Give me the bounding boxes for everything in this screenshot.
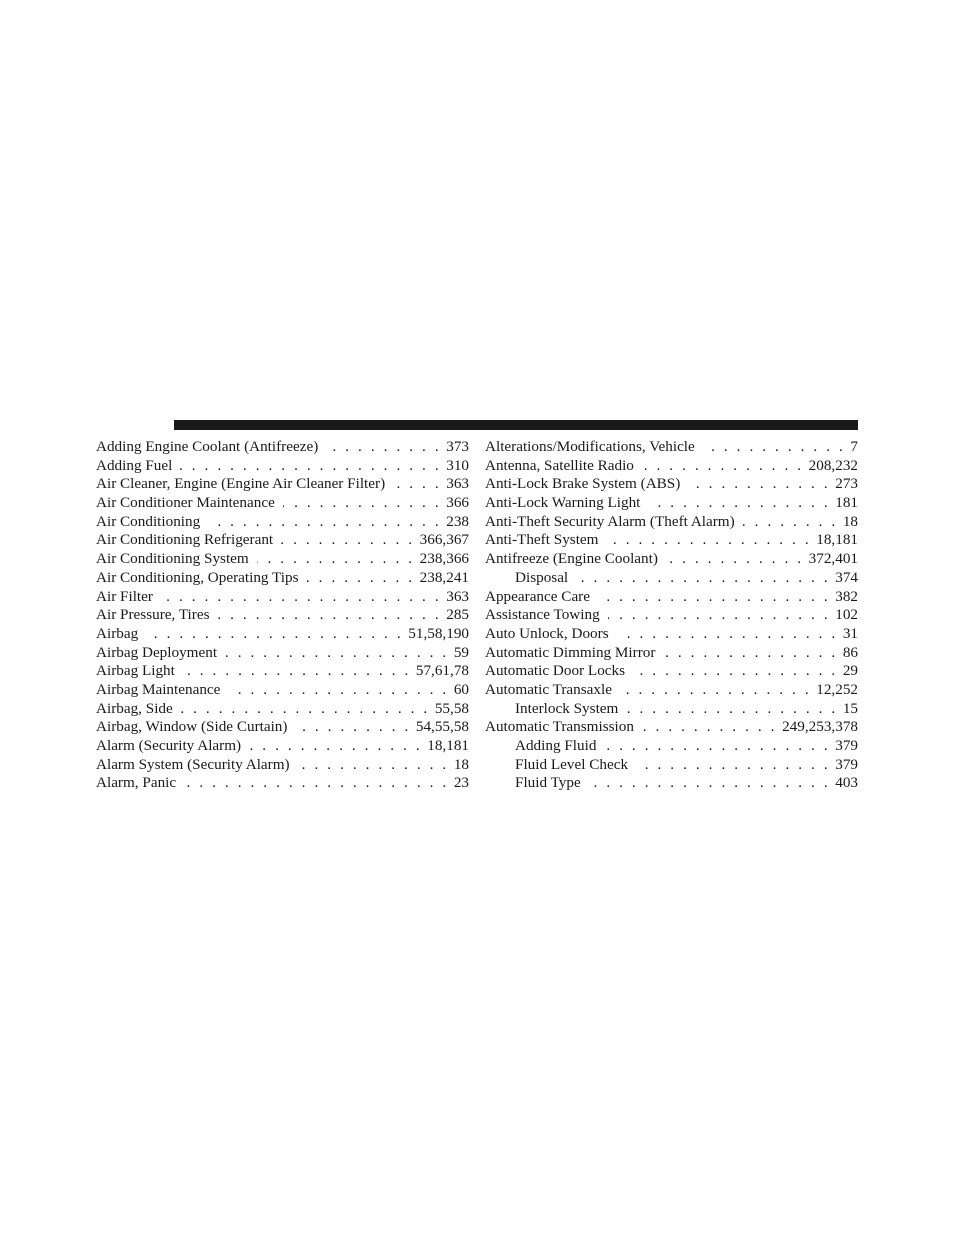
index-term: Alarm, Panic (96, 774, 177, 792)
dot-leader (589, 774, 830, 793)
index-entry (96, 588, 469, 607)
index-entry (485, 457, 858, 476)
index-page-ref: 363 (446, 475, 469, 493)
index-page-ref: 18 (453, 755, 469, 773)
index-term: Disposal (515, 568, 569, 586)
index-page-ref: 31 (842, 624, 858, 642)
dot-leader (281, 531, 414, 550)
index-entry (96, 718, 469, 737)
index-entry (96, 438, 469, 457)
dot-leader (307, 569, 415, 588)
index-entry (485, 513, 858, 532)
index-term: Automatic Door Locks (485, 662, 626, 680)
index-term: Alterations/Modifications, Vehicle (485, 438, 695, 455)
dot-leader (636, 756, 830, 775)
index-subentry (485, 756, 858, 775)
dot-leader (633, 662, 838, 681)
index-term: Anti-Lock Brake System (ABS) (485, 475, 681, 493)
dot-leader (688, 475, 830, 494)
index-entry (96, 475, 469, 494)
index-entry (485, 588, 858, 607)
dot-leader (180, 457, 441, 476)
index-column-right (485, 438, 858, 793)
index-page-ref: 238 (446, 512, 469, 530)
index-page-ref: 363 (446, 587, 469, 605)
index-page-ref: 366,367 (419, 531, 469, 549)
dot-leader (161, 588, 441, 607)
index-page-ref: 273 (835, 475, 858, 493)
dot-leader (218, 606, 442, 625)
index-entry (485, 718, 858, 737)
dot-leader (703, 438, 846, 457)
index-page-ref: 55,58 (434, 699, 469, 717)
index-term: Interlock System (515, 699, 619, 717)
index-term: Adding Fluid (515, 737, 597, 754)
dot-leader (642, 718, 777, 737)
index-page-ref: 310 (446, 456, 469, 474)
index-page-ref: 403 (835, 774, 858, 792)
index-entry (96, 494, 469, 513)
dot-leader (626, 700, 837, 719)
dot-leader (257, 550, 415, 569)
index-term: Assistance Towing (485, 606, 600, 624)
dot-leader (183, 662, 411, 681)
index-page-ref: 86 (842, 643, 858, 661)
index-page-ref: 15 (842, 699, 858, 717)
dot-leader (298, 756, 449, 775)
index-term: Fluid Type (515, 774, 581, 792)
index-term: Automatic Transmission (485, 718, 634, 736)
index-entry (96, 606, 469, 625)
dot-leader (663, 644, 837, 663)
dot-leader (181, 700, 430, 719)
dot-leader (598, 588, 830, 607)
index-page-ref: 18,181 (816, 531, 858, 549)
dot-leader (666, 550, 804, 569)
index-column-left (96, 438, 469, 793)
index-term: Air Conditioning, Operating Tips (96, 568, 299, 586)
index-page-ref: 238,366 (419, 550, 469, 568)
index-entry (485, 494, 858, 513)
index-page-ref: 238,241 (419, 568, 469, 586)
index-entry (96, 457, 469, 476)
dot-leader (617, 625, 838, 644)
index-page-ref: 18,181 (427, 737, 469, 754)
index-term: Antifreeze (Engine Coolant) (485, 550, 658, 568)
index-page-ref: 23 (453, 774, 469, 792)
index-page-ref: 372,401 (808, 550, 858, 568)
dot-leader (606, 531, 811, 550)
dot-leader (184, 774, 449, 793)
index-term: Anti-Theft System (485, 531, 599, 549)
dot-leader (743, 513, 838, 532)
index-entry (96, 737, 469, 756)
index-entry (96, 700, 469, 719)
index-term: Air Conditioner Maintenance (96, 494, 275, 512)
index-term: Air Conditioning Refrigerant (96, 531, 274, 549)
index-term: Airbag, Side (96, 699, 173, 717)
index-entry (485, 681, 858, 700)
dot-leader (249, 737, 422, 756)
index-page-ref: 374 (835, 568, 858, 586)
index-term: Airbag Maintenance (96, 680, 221, 698)
index-term: Adding Engine Coolant (Antifreeze) (96, 438, 319, 455)
dot-leader (393, 475, 441, 494)
index-term: Automatic Dimming Mirror (485, 643, 656, 661)
dot-leader (295, 718, 410, 737)
index-entry (96, 662, 469, 681)
index-entry (96, 774, 469, 793)
index-page-ref: 382 (835, 587, 858, 605)
dot-leader (283, 494, 441, 513)
dot-leader (604, 737, 830, 756)
index-term: Appearance Care (485, 587, 590, 605)
dot-leader (608, 606, 831, 625)
index-entry (96, 681, 469, 700)
index-term: Fluid Level Check (515, 755, 629, 773)
index-term: Airbag Light (96, 662, 175, 680)
index-term: Antenna, Satellite Radio (485, 456, 634, 474)
index-term: Alarm System (Security Alarm) (96, 755, 290, 773)
dot-leader (576, 569, 830, 588)
index-entry (485, 531, 858, 550)
index-page-ref: 29 (842, 662, 858, 680)
index-entry (485, 550, 858, 569)
index-entry (96, 625, 469, 644)
index-page-ref: 54,55,58 (415, 718, 469, 736)
index-page-ref: 7 (850, 438, 858, 455)
index-entry (96, 644, 469, 663)
index-term: Adding Fuel (96, 456, 173, 474)
index-term: Auto Unlock, Doors (485, 624, 609, 642)
dot-leader (648, 494, 830, 513)
index-term: Anti-Lock Warning Light (485, 494, 641, 512)
index-term: Airbag, Window (Side Curtain) (96, 718, 288, 736)
index-entry (485, 662, 858, 681)
index-term: Airbag Deployment (96, 643, 218, 661)
index-page-ref: 51,58,190 (408, 624, 469, 642)
index-entry (485, 606, 858, 625)
index-page-ref: 208,232 (808, 456, 858, 474)
index-term: Air Conditioning System (96, 550, 249, 568)
index-page-ref: 379 (835, 755, 858, 773)
index-entry (96, 569, 469, 588)
index-page-ref: 181 (835, 494, 858, 512)
dot-leader (228, 681, 448, 700)
index-page-ref: 12,252 (816, 680, 858, 698)
index-page-ref: 285 (446, 606, 469, 624)
index-page-ref: 373 (446, 438, 469, 455)
index-entry (96, 513, 469, 532)
index-entry (485, 644, 858, 663)
index-subentry (485, 774, 858, 793)
dot-leader (620, 681, 811, 700)
index-subentry (485, 737, 858, 756)
index-page-ref: 60 (453, 680, 469, 698)
index-page-ref: 59 (453, 643, 469, 661)
index-subentry (485, 700, 858, 719)
dot-leader (146, 625, 403, 644)
index-term: Air Filter (96, 587, 153, 605)
index-subentry (485, 569, 858, 588)
index-entry (485, 438, 858, 457)
index-entry (96, 531, 469, 550)
dot-leader (208, 513, 441, 532)
index-page-ref: 249,253,378 (782, 718, 858, 736)
index-term: Air Conditioning (96, 512, 201, 530)
index-entry (485, 475, 858, 494)
index-entry (485, 625, 858, 644)
index-page-ref: 18 (842, 512, 858, 530)
index-term: Air Pressure, Tires (96, 606, 210, 624)
index-page-ref: 366 (446, 494, 469, 512)
index-page-ref: 379 (835, 737, 858, 754)
index-entry (96, 756, 469, 775)
index-entry (96, 550, 469, 569)
dot-leader (225, 644, 449, 663)
dot-leader (326, 438, 441, 457)
index-term: Airbag (96, 624, 139, 642)
index-page-ref: 102 (835, 606, 858, 624)
index-page-ref: 57,61,78 (415, 662, 469, 680)
section-header-bar (174, 420, 858, 430)
index-term: Alarm (Security Alarm) (96, 737, 242, 754)
dot-leader (642, 457, 804, 476)
index-term: Anti-Theft Security Alarm (Theft Alarm) (485, 512, 735, 530)
index-term: Automatic Transaxle (485, 680, 612, 698)
index-term: Air Cleaner, Engine (Engine Air Cleaner Filter) (96, 475, 386, 493)
